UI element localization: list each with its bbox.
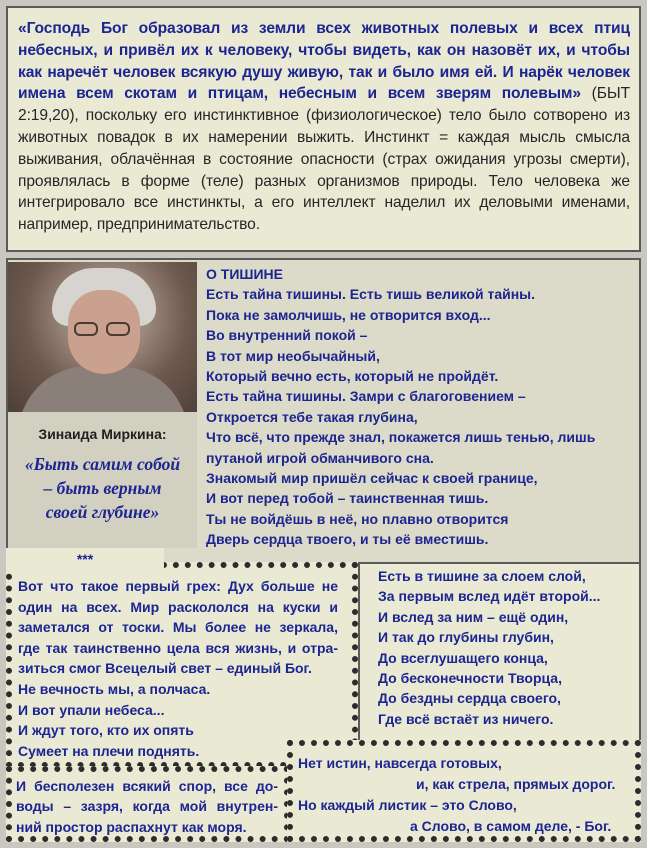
poem-line: Ты не войдёшь в неё, но плавно отворится (206, 510, 509, 527)
poem-line: Знакомый мир пришёл сейчас к своей границе, (206, 470, 538, 487)
poem-line: а Слово, в самом деле, - Бог. (410, 818, 612, 834)
text-line: И бесполезен всякий спор, все до- (16, 778, 278, 794)
first-sin-text (18, 576, 338, 761)
text-line: Вот что такое первый грех: Дух больше не (18, 578, 338, 594)
photo-glasses-right (106, 322, 130, 336)
truth-poem (298, 753, 630, 837)
poem-line: Есть тайна тишины. Есть тишь великой тайны. (206, 286, 536, 303)
poem-line: Есть тайна тишины. Замри с благоговением – (206, 388, 526, 405)
poem-line: И так до глубины глубин, (378, 629, 554, 646)
poem-line: И вот перед тобой – таинственная тишь. (206, 490, 489, 507)
poem-line: Дверь сердца твоего, и ты её вместишь. (206, 531, 489, 548)
text-line: один на всех. Мир раскололся на куски и (18, 598, 338, 615)
text-line: И ждут того, кто их опять (18, 722, 194, 739)
poem-line: путаной игрой обманчивого сна. (206, 449, 434, 466)
author-quote-line: «Быть самим собой (24, 454, 181, 474)
text-line: заметался от тоски. Мы более не зеркала, (18, 619, 338, 636)
author-photo (8, 262, 197, 412)
poem-line: За первым вслед идёт второй... (378, 588, 601, 605)
poem-line: Есть в тишине за слоем слой, (378, 568, 586, 584)
layers-poem (378, 566, 636, 729)
author-name: Зинаида Миркина: (38, 426, 167, 442)
stars-separator: *** (6, 548, 164, 572)
text-line: Не вечность мы, а полчаса. (18, 680, 211, 697)
poem-line: Где всё встаёт из ничего. (378, 710, 554, 727)
text-line: Сумеет на плечи поднять. (18, 742, 200, 759)
genesis-commentary: (БЫТ 2:19,20), поскольку его инстинктивное (физиологическое) тело было сотворено из животных повадок в их намерении выжить. Инстинкт = каждая мысль смысла выживания, облачённая в состояние опасности (страх ожидания угрозы смерти), проявлялась в форме (теле) разных организмов природы. Тело человека же интегрировало все инстинкты, а его интеллект наделил их деловыми именами, например, предпринимательство. (18, 85, 630, 234)
text-line: И вот упали небеса... (18, 701, 165, 718)
poem-line: И вслед за ним – ещё один, (378, 608, 569, 625)
text-line: зиться смог Всецелый свет – единый Бог. (18, 660, 312, 677)
poem-line: Что всё, что прежде знал, покажется лишь тенью, лишь (206, 429, 596, 446)
poem-line: и, как стрела, прямых дорог. (416, 776, 616, 792)
poem-line: Во внутренний покой – (206, 327, 368, 344)
text-line: воды – зазря, когда мой внутрен- (16, 798, 278, 815)
poem-line: Который вечно есть, который не пройдёт. (206, 368, 499, 385)
poem-about-silence (206, 264, 636, 550)
poem-line: Откроется тебе такая глубина, (206, 408, 418, 425)
author-quote-line: – быть верным (43, 478, 162, 498)
poem-title: О ТИШИНЕ (206, 266, 283, 282)
text-line: где так таинственно цела вся жизнь, и отра- (18, 639, 338, 656)
poem-line: Нет истин, навсегда готовых, (298, 755, 502, 771)
author-quote (12, 452, 193, 524)
poem-line: До бесконечности Творца, (378, 670, 562, 687)
poem-line: До бездны сердца своего, (378, 690, 561, 707)
genesis-quote-box (6, 6, 641, 252)
poem-line: В тот мир необычайный, (206, 347, 380, 364)
poem-line: До всеглушащего конца, (378, 649, 548, 666)
text-line: ний простор распахнут как моря. (16, 818, 247, 835)
poem-line: Но каждый листик – это Слово, (298, 797, 517, 813)
dispute-text (16, 776, 278, 837)
poem-line: Пока не замолчишь, не отворится вход... (206, 306, 491, 323)
genesis-quote: «Господь Бог образовал из земли всех животных полевых и всех птиц небесных, и привёл их к человеку, чтобы видеть, как он назовёт их, и чтобы как наречёт человек всякую душу живую, так и было имя ей. И нарёк человек имена всем скотам и птицам, небесным и всем зверям полевым» (18, 20, 630, 103)
author-quote-line: своей глубине» (45, 502, 160, 522)
photo-glasses-left (74, 322, 98, 336)
